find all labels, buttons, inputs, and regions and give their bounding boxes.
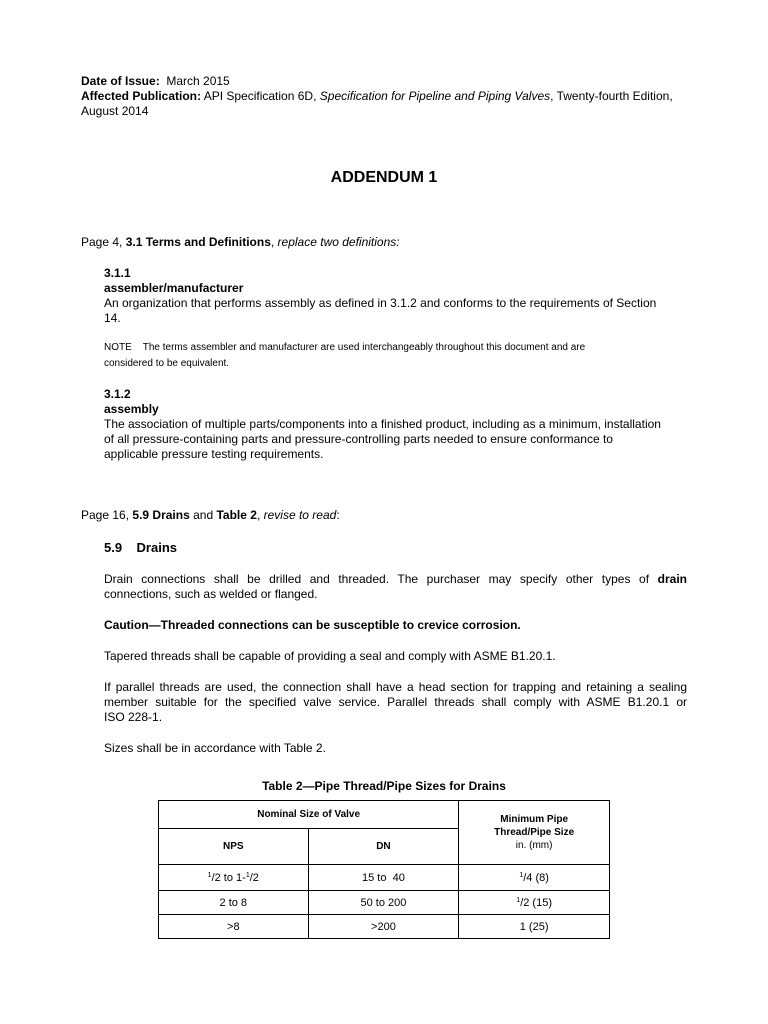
drains-para1-text: Drain connections shall be drilled and threaded. The purchaser may specify other types of (104, 572, 650, 586)
drains-para1-bold: drain (657, 572, 687, 586)
def1-number (104, 266, 131, 281)
def2-term-text: assembly (104, 402, 159, 416)
publication-label: Affected Publication: (81, 89, 202, 103)
def1-text-line2: 14. (104, 311, 121, 325)
def2-line2: of all pressure-containing parts and pressure-controlling parts needed to ensure conformance to (104, 432, 613, 446)
nps-sup1: 1 (207, 871, 212, 879)
drains-heading-text: Drains (136, 540, 177, 555)
min-size-header-line1: Minimum Pipe (500, 814, 569, 825)
section1-instruction: replace two definitions: (277, 235, 400, 249)
drains-para1-line2: connections, such as welded or flanged. (104, 587, 318, 601)
table2-dn-cell: 15 to 40 (308, 865, 459, 891)
min-rest: /2 (15) (520, 896, 552, 909)
section1-reference: 3.1 Terms and Definitions (125, 235, 271, 249)
section2-intro: Page 16, 5.9 Drains and Table 2, revise to read: (81, 508, 340, 522)
min-size-header-line3: in. (mm) (515, 840, 553, 851)
min-rest: /4 (8) (523, 871, 549, 884)
date-label: Date of Issue: (81, 74, 160, 88)
section1-intro: Page 4, 3.1 Terms and Definitions, replace two definitions: (81, 235, 400, 249)
table2-min-cell (459, 891, 610, 915)
section2-colon: : (336, 508, 340, 522)
table2-dn-header: DN (308, 829, 459, 865)
nps-end: /2 (249, 871, 259, 884)
table-row (159, 891, 610, 915)
date-of-issue (81, 74, 230, 89)
table2-group-header: Nominal Size of Valve (159, 801, 459, 829)
section1-page-ref: Page 4, (81, 235, 123, 249)
def2-term (104, 402, 159, 417)
def1-term (104, 281, 243, 296)
drains-para2: Tapered threads shall be capable of providing a seal and comply with ASME B1.20.1. (104, 649, 556, 663)
drains-heading (104, 540, 177, 555)
drains-para1-line1 (104, 572, 687, 587)
min-sup: 1 (516, 896, 521, 904)
def1-note (104, 340, 585, 356)
caution-text: Caution—Threaded connections can be susceptible to crevice corrosion. (104, 618, 521, 632)
def2-number-text: 3.1.2 (104, 387, 131, 401)
drains-para4: Sizes shall be in accordance with Table 2. (104, 741, 326, 755)
table2-dn-cell: >200 (308, 915, 459, 939)
section2-page-ref: Page 16, (81, 508, 130, 522)
table2-min-size-header (459, 801, 610, 865)
min-size-header-line2: Thread/Pipe Size (494, 827, 575, 838)
def1-term-text: assembler/manufacturer (104, 281, 244, 295)
section2-reference1: 5.9 Drains (132, 508, 190, 522)
publication-prefix: API Specification 6D, (203, 89, 317, 103)
publication-title: Specification for Pipeline and Piping Valves (319, 89, 551, 103)
table2-caption: Table 2—Pipe Thread/Pipe Sizes for Drains (262, 779, 506, 793)
nps-sup2: 1 (245, 871, 250, 879)
def2-line3: applicable pressure testing requirements. (104, 447, 324, 461)
min-sup: 1 (519, 871, 524, 879)
publication-date: August 2014 (81, 104, 149, 118)
table-row (159, 865, 610, 891)
publication-suffix: , Twenty-fourth Edition, (550, 89, 673, 103)
date-value: March 2015 (166, 74, 230, 88)
section2-and: and (193, 508, 214, 522)
addendum-title: ADDENDUM 1 (330, 169, 438, 186)
def2-number (104, 387, 131, 402)
nps-mid: /2 to 1- (211, 871, 246, 884)
def1-number-text: 3.1.1 (104, 266, 131, 280)
drains-para3-line2: member suitable for the specified valve service. Parallel threads shall comply with ASME B1.20.1 or (104, 695, 687, 709)
section2-reference2: Table 2 (216, 508, 257, 522)
def1-text-line1: An organization that performs assembly as defined in 3.1.2 and conforms to the requirements of Section (104, 296, 657, 310)
table-row (159, 915, 610, 939)
note-line1: The terms assembler and manufacturer are used interchangeably throughout this document and are (142, 342, 586, 353)
drains-heading-number: 5.9 (104, 540, 123, 555)
note-label: NOTE (104, 342, 132, 353)
affected-publication (81, 89, 673, 104)
table2-dn-cell: 50 to 200 (308, 891, 459, 915)
table2-header-row1 (159, 801, 610, 829)
drains-para3-line3: ISO 228-1. (104, 710, 163, 724)
section2-instruction: revise to read (263, 508, 337, 522)
table2-min-cell (459, 865, 610, 891)
table2-nps-cell: 2 to 8 (159, 891, 309, 915)
note-line2: considered to be equivalent. (104, 358, 230, 369)
table2-nps-header: NPS (159, 829, 309, 865)
table2-nps-cell (159, 865, 309, 891)
table2-min-cell: 1 (25) (459, 915, 610, 939)
table2-nps-cell: >8 (159, 915, 309, 939)
def2-line1: The association of multiple parts/components into a finished product, including as a minimum, installation (104, 417, 661, 431)
drains-para3-line1: If parallel threads are used, the connection shall have a head section for trapping and retaining a sealing (104, 680, 687, 694)
table2 (158, 800, 610, 939)
